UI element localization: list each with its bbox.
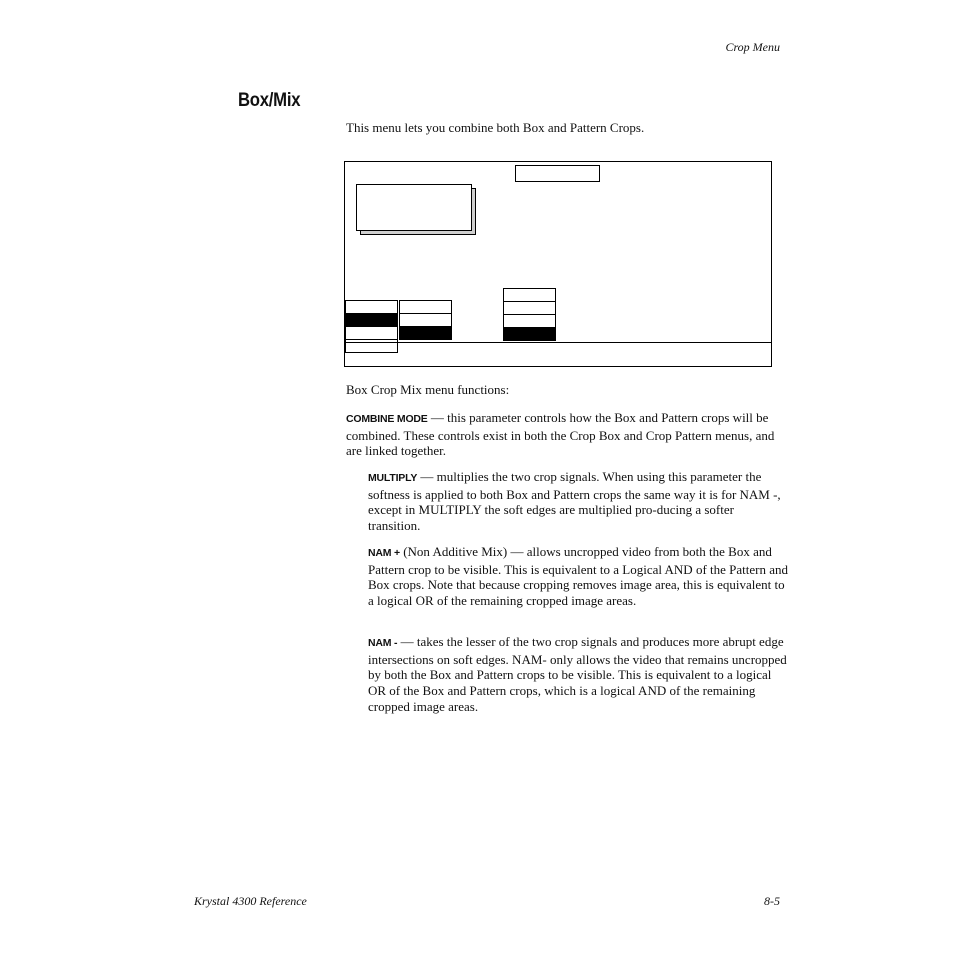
menu-title-box xyxy=(515,165,600,182)
figure-caption: Box Crop Mix menu functions: xyxy=(346,382,510,397)
soft-button-group-left xyxy=(345,300,398,353)
page-number: 8-5 xyxy=(764,894,780,908)
soft-button xyxy=(504,328,555,341)
section-title: Box/Mix xyxy=(238,90,301,111)
soft-button xyxy=(400,301,451,314)
soft-button-group-right xyxy=(503,288,556,341)
multiply-paragraph xyxy=(368,469,788,534)
soft-button-group-middle xyxy=(399,300,452,340)
multiply-term: MULTIPLY xyxy=(368,472,418,484)
nam-plus-term: NAM + xyxy=(368,547,400,559)
multiply-text: — multiplies the two crop signals. When using this parameter the softness is applied to both Box and Pattern crops the same way it is for NAM -, except in MULTIPLY the soft edges are multiplied pro-ducing a softer transition. xyxy=(368,469,781,534)
nam-plus-paragraph xyxy=(368,544,788,609)
soft-button xyxy=(504,289,555,302)
intro-paragraph: This menu lets you combine both Box and Pattern Crops. xyxy=(346,120,645,135)
menu-screen-diagram xyxy=(344,161,772,367)
running-header: Crop Menu xyxy=(725,40,780,54)
soft-button xyxy=(346,327,397,340)
combine-mode-term: COMBINE MODE xyxy=(346,413,428,425)
nam-plus-text: (Non Additive Mix) — allows uncropped video from both the Box and Pattern crop to be visible. This is equivalent to a Logical AND of the Pattern and Box crops. Note that because cropping removes image area, this is equivalent to a logical OR of the remaining cropped image areas. xyxy=(368,544,788,609)
soft-button xyxy=(400,327,451,340)
combine-mode-paragraph xyxy=(346,410,786,459)
soft-button xyxy=(504,302,555,315)
soft-button xyxy=(400,314,451,327)
nam-minus-paragraph xyxy=(368,634,788,715)
nam-minus-text: — takes the lesser of the two crop signals and produces more abrupt edge intersections on soft edges. NAM- only allows the video that remains uncropped by both the Box and Pattern crops to be visible. This is equivalent to a logical OR of the Box and Pattern crops, which is a logical AND of the remaining cropped image areas. xyxy=(368,634,787,714)
running-footer-title: Krystal 4300 Reference xyxy=(194,894,307,908)
menu-popup-box xyxy=(356,184,472,231)
soft-button xyxy=(504,315,555,328)
nam-minus-term: NAM - xyxy=(368,637,398,649)
soft-button xyxy=(346,301,397,314)
soft-button xyxy=(346,314,397,327)
combine-mode-text: — this parameter controls how the Box and Pattern crops will be combined. These controls exist in both the Crop Box and Crop Pattern menus, and are linked together. xyxy=(346,410,775,459)
menu-status-bar xyxy=(345,342,771,343)
